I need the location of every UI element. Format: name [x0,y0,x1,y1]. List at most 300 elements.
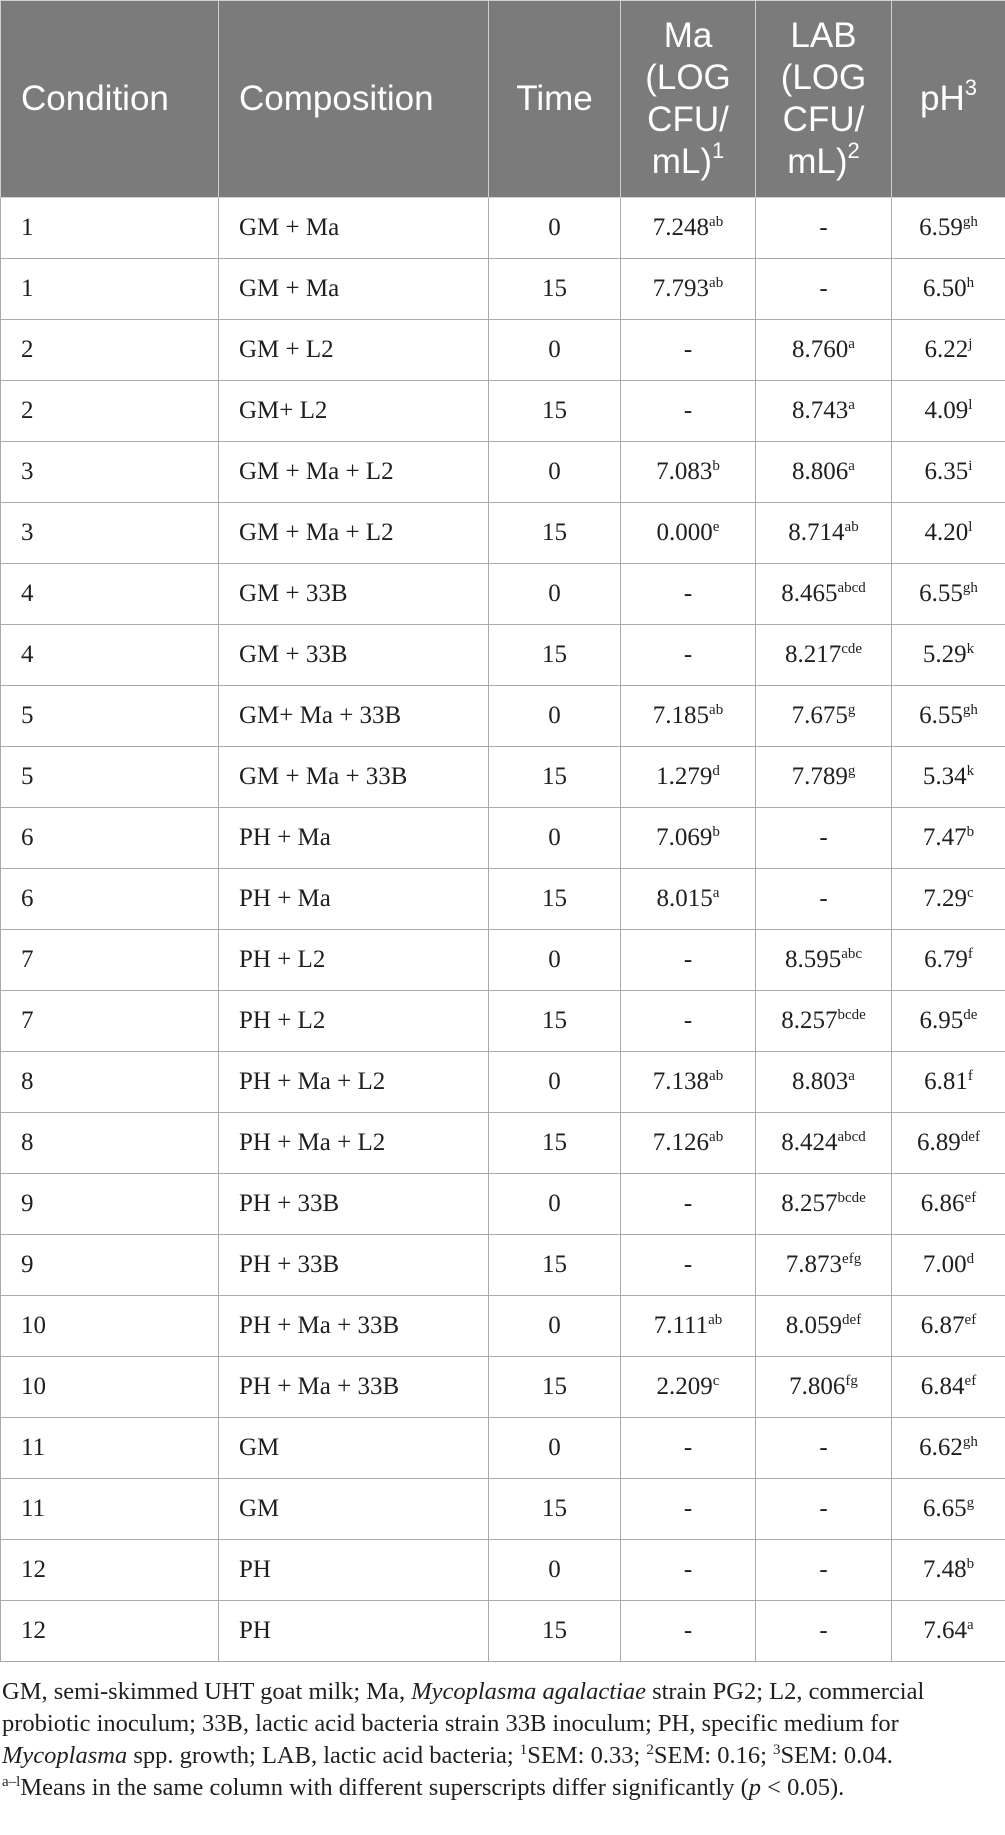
cell-composition [219,808,489,869]
cell-time [489,198,621,259]
cell-condition-value: 9 [21,1251,34,1278]
cell-ph-superscript: b [966,824,975,840]
cell-condition [1,259,219,320]
cell-ph-superscript: f [967,946,973,962]
cell-ph-superscript: j [968,336,973,352]
cell-lab [756,259,892,320]
cell-lab [756,686,892,747]
cell-ph [892,991,1005,1052]
cell-lab-superscript: g [847,702,856,718]
cell-ph [892,320,1005,381]
cell-ma-superscript: ab [709,1129,724,1145]
cell-ph-superscript: c [967,885,974,901]
cell-ma-value: 7.126 [652,1129,710,1156]
cell-composition [219,1357,489,1418]
cell-condition [1,1113,219,1174]
cell-lab [756,1540,892,1601]
cell-composition-value: PH [239,1556,271,1583]
cell-ph-superscript: gh [962,580,978,596]
cell-ph-value: 7.48 [922,1556,967,1583]
cell-time-value: 15 [542,1007,567,1034]
cell-composition-value: GM + Ma [239,275,340,302]
header-composition: Composition [219,1,489,198]
cell-condition-value: 6 [21,885,34,912]
cell-condition-value: 7 [21,1007,34,1034]
cell-time-value: 0 [548,1434,561,1461]
table-row [1,198,1005,259]
footnote-line1-rest: strain PG2; L2, commercial [652,1678,925,1705]
cell-composition-value: GM + Ma [239,214,340,241]
cell-condition [1,1540,219,1601]
cell-composition [219,503,489,564]
cell-condition [1,442,219,503]
cell-time-value: 15 [542,641,567,668]
cell-composition [219,1235,489,1296]
footnote-genus-name: Mycoplasma [2,1742,128,1769]
table-row [1,869,1005,930]
cell-lab-superscript: fg [845,1373,858,1389]
cell-time-value: 0 [548,580,561,607]
cell-ph-value: 7.64 [923,1617,968,1644]
cell-ma-value: 7.111 [653,1312,709,1339]
cell-time [489,1540,621,1601]
cell-ph [892,1540,1005,1601]
cell-ph [892,1052,1005,1113]
cell-lab [756,1235,892,1296]
footnote-p-threshold: < 0.05). [761,1774,845,1801]
header-ma-line3: CFU/ [647,100,729,139]
cell-lab [756,869,892,930]
header-lab-superscript: 2 [847,138,860,163]
cell-time-value: 15 [542,275,567,302]
cell-time-value: 0 [548,336,561,363]
cell-ph-superscript: h [966,275,975,291]
cell-time [489,1296,621,1357]
cell-ph-superscript: b [966,1556,975,1572]
cell-ph [892,503,1005,564]
cell-condition [1,991,219,1052]
cell-composition [219,1113,489,1174]
cell-condition-value: 2 [21,336,34,363]
cell-lab-value: 8.760 [792,336,849,363]
cell-ma-superscript: c [712,1373,720,1389]
cell-ma-value: - [683,1007,693,1034]
cell-ma [621,442,756,503]
cell-ph-superscript: def [960,1129,980,1145]
cell-lab-value: - [819,275,828,302]
cell-composition-value: PH + Ma [239,885,331,912]
cell-lab-superscript: efg [842,1251,862,1267]
cell-time [489,442,621,503]
cell-lab [756,1296,892,1357]
cell-condition [1,869,219,930]
cell-ma-value: - [683,1617,693,1644]
cell-composition [219,1052,489,1113]
header-ph-superscript: 3 [964,75,977,100]
cell-ph-superscript: i [968,458,973,474]
cell-ph-value: 6.81 [924,1068,968,1095]
cell-time-value: 15 [542,397,567,424]
cell-time-value: 0 [548,702,561,729]
cell-ma [621,1601,756,1662]
cell-time-value: 15 [542,885,567,912]
header-ma-line2: (LOG [645,58,731,97]
cell-condition [1,686,219,747]
cell-lab [756,1418,892,1479]
cell-ma-superscript: b [712,458,720,474]
cell-lab [756,747,892,808]
cell-ph-superscript: a [967,1617,974,1633]
cell-ma-value: - [683,1190,693,1217]
cell-ma-superscript: a [712,885,720,901]
table-row [1,747,1005,808]
cell-lab-value: 8.217 [784,641,842,668]
cell-ph [892,686,1005,747]
cell-lab [756,1479,892,1540]
table-body [1,198,1005,1662]
cell-composition-value: GM [239,1495,280,1522]
cell-ph-superscript: ef [964,1373,977,1389]
cell-condition-value: 11 [21,1434,46,1461]
cell-ph-value: 6.55 [919,580,963,607]
cell-ma-value: 7.185 [652,702,710,729]
cell-condition-value: 7 [21,946,34,973]
cell-ph [892,1418,1005,1479]
cell-composition-value: GM + Ma + L2 [239,519,394,546]
table-row [1,1357,1005,1418]
cell-condition [1,625,219,686]
cell-ma [621,1052,756,1113]
cell-ma-value: - [683,1495,693,1522]
cell-lab [756,1113,892,1174]
cell-condition-value: 3 [21,458,34,485]
cell-ph [892,1357,1005,1418]
cell-composition [219,869,489,930]
footnote-line2: probiotic inoculum; 33B, lactic acid bacteria strain 33B inoculum; PH, specific medium for [2,1710,899,1737]
cell-lab-superscript: bcde [837,1190,866,1206]
cell-time-value: 15 [542,519,567,546]
cell-condition-value: 11 [21,1495,46,1522]
cell-time [489,1601,621,1662]
table-row [1,930,1005,991]
cell-lab-value: 7.675 [791,702,848,729]
cell-condition [1,1357,219,1418]
cell-ph-superscript: d [966,1251,975,1267]
cell-ph-value: 7.29 [923,885,968,912]
cell-ma-value: - [683,1251,693,1278]
cell-condition [1,930,219,991]
cell-ph-superscript: gh [962,1434,978,1450]
footnote-line1: GM, semi-skimmed UHT goat milk; Ma, [2,1678,406,1705]
cell-ma [621,869,756,930]
cell-time-value: 15 [542,763,567,790]
cell-lab-superscript: ab [844,519,859,535]
header-lab-line4: mL) [787,142,848,181]
cell-ph-superscript: ef [964,1190,977,1206]
cell-lab [756,1052,892,1113]
cell-ma [621,320,756,381]
cell-ma [621,808,756,869]
cell-ph-value: 6.95 [919,1007,964,1034]
table-row [1,1540,1005,1601]
cell-ma [621,991,756,1052]
cell-ma-value: - [683,336,693,363]
header-ph [892,1,1005,198]
cell-time-value: 0 [548,214,561,241]
cell-time-value: 0 [548,1190,561,1217]
footnote-species-name: Mycoplasma agalactiae [411,1678,646,1705]
cell-composition-value: GM+ L2 [239,397,328,424]
cell-time-value: 0 [548,1556,561,1583]
cell-ma-value: 8.015 [656,885,713,912]
cell-time [489,1357,621,1418]
cell-condition-value: 5 [21,702,34,729]
cell-ph-superscript: k [966,641,975,657]
cell-ph-value: 5.34 [922,763,967,790]
cell-ma-superscript: ab [708,1312,723,1328]
cell-lab-value: 8.424 [781,1129,838,1156]
cell-ma [621,381,756,442]
cell-ph-value: 6.55 [919,702,963,729]
cell-condition-value: 4 [21,580,34,607]
cell-condition [1,1052,219,1113]
cell-ma-value: 2.209 [656,1373,713,1400]
cell-ph-value: 6.87 [920,1312,965,1339]
cell-lab-value: 7.873 [785,1251,843,1278]
cell-ma [621,1479,756,1540]
cell-ma-value: 1.279 [656,763,713,790]
cell-time [489,869,621,930]
table-row [1,564,1005,625]
cell-lab [756,808,892,869]
cell-condition [1,1479,219,1540]
cell-ph [892,1479,1005,1540]
cell-composition-value: GM + L2 [239,336,334,363]
cell-time [489,747,621,808]
cell-ma [621,747,756,808]
cell-condition-value: 10 [21,1312,46,1339]
cell-lab-value: - [819,885,828,912]
table-row [1,1479,1005,1540]
cell-time [489,320,621,381]
cell-composition-value: PH + L2 [239,946,326,973]
table-row [1,503,1005,564]
cell-ph [892,259,1005,320]
cell-time [489,1479,621,1540]
header-lab-line1: LAB [790,16,857,55]
cell-lab-superscript: g [847,763,856,779]
cell-time-value: 0 [548,946,561,973]
cell-lab [756,198,892,259]
cell-time-value: 0 [548,1068,561,1095]
cell-composition [219,1479,489,1540]
cell-condition [1,1174,219,1235]
cell-time [489,1418,621,1479]
cell-lab [756,1601,892,1662]
cell-composition [219,1418,489,1479]
header-ma-line1: Ma [663,16,713,55]
footnote-line3: spp. growth; LAB, lactic acid bacteria; [133,1742,514,1769]
cell-ph-value: 6.35 [924,458,969,485]
cell-condition-value: 3 [21,519,34,546]
cell-composition [219,442,489,503]
cell-ma [621,1540,756,1601]
cell-time-value: 15 [542,1495,567,1522]
cell-ph-superscript: ef [964,1312,977,1328]
header-lab-line3: CFU/ [782,100,865,139]
cell-ph-superscript: g [966,1495,975,1511]
cell-composition [219,1540,489,1601]
cell-condition-value: 1 [21,275,34,302]
footnote-superscript-range: a–l [2,1774,21,1790]
cell-condition [1,1296,219,1357]
cell-ph-superscript: l [968,397,973,413]
cell-time-value: 15 [542,1251,567,1278]
cell-composition-value: PH + Ma + 33B [239,1312,400,1339]
cell-composition-value: GM [239,1434,280,1461]
cell-composition-value: PH + 33B [239,1190,340,1217]
table-row [1,686,1005,747]
cell-ma-value: 7.248 [652,214,710,241]
cell-ma [621,625,756,686]
cell-ma [621,1174,756,1235]
cell-lab-value: - [819,1617,828,1644]
cell-lab-value: 7.806 [789,1373,846,1400]
cell-ph-value: 7.47 [922,824,967,851]
cell-lab-superscript: a [848,397,855,413]
cell-lab-superscript: a [848,1068,855,1084]
cell-ph [892,442,1005,503]
cell-composition-value: PH + Ma + 33B [239,1373,400,1400]
cell-condition-value: 4 [21,641,34,668]
cell-ma-value: - [683,580,693,607]
cell-ma-value: 7.138 [652,1068,710,1095]
cell-lab [756,991,892,1052]
cell-lab [756,625,892,686]
footnote-means-note: Means in the same column with different superscripts differ significantly ( [20,1774,749,1801]
header-lab [756,1,892,198]
cell-ma [621,1357,756,1418]
cell-ph-superscript: l [968,519,973,535]
cell-condition [1,808,219,869]
cell-ph-value: 6.50 [922,275,967,302]
cell-ph-value: 6.65 [922,1495,967,1522]
cell-time-value: 0 [548,1312,561,1339]
cell-ma [621,198,756,259]
cell-composition-value: GM + 33B [239,580,348,607]
cell-composition [219,381,489,442]
cell-ma [621,564,756,625]
cell-lab [756,442,892,503]
cell-condition-value: 10 [21,1373,46,1400]
cell-condition [1,381,219,442]
cell-condition [1,564,219,625]
cell-time [489,991,621,1052]
cell-time [489,259,621,320]
cell-composition [219,930,489,991]
cell-time [489,1235,621,1296]
cell-time-value: 0 [548,824,561,851]
cell-lab-superscript: bcde [837,1007,866,1023]
cell-ph [892,625,1005,686]
cell-time [489,1052,621,1113]
cell-composition-value: PH + L2 [239,1007,326,1034]
header-ma-superscript: 1 [712,138,725,163]
cell-ma-value: - [683,397,693,424]
cell-ph [892,1113,1005,1174]
cell-ma-superscript: d [712,763,720,779]
cell-condition [1,1235,219,1296]
cell-lab-value: - [819,824,828,851]
cell-condition-value: 12 [21,1556,46,1583]
cell-composition [219,1296,489,1357]
cell-time [489,1113,621,1174]
table-footnote [0,1662,1005,1804]
cell-ma-superscript: ab [709,1068,724,1084]
cell-composition-value: PH + Ma + L2 [239,1068,386,1095]
cell-lab-value: 8.714 [788,519,845,546]
cell-ph-superscript: f [967,1068,973,1084]
cell-time-value: 0 [548,458,561,485]
cell-lab-value: 8.465 [781,580,838,607]
cell-condition-value: 2 [21,397,34,424]
cell-ma [621,1418,756,1479]
cell-lab-superscript: a [848,336,855,352]
cell-lab-value: 8.595 [784,946,842,973]
table-row [1,1296,1005,1357]
table-row [1,381,1005,442]
cell-time [489,625,621,686]
cell-ma [621,930,756,991]
cell-ma-value: 0.000 [656,519,713,546]
cell-composition [219,747,489,808]
cell-time [489,686,621,747]
header-lab-line2: (LOG [780,58,867,97]
cell-condition-value: 8 [21,1129,34,1156]
footnote-sem2: SEM: 0.16; [653,1742,767,1769]
cell-lab-value: 8.743 [792,397,849,424]
table-row [1,1052,1005,1113]
cell-ph-superscript: k [966,763,975,779]
cell-ma-superscript: b [712,824,720,840]
table-row [1,1174,1005,1235]
cell-lab-superscript: a [848,458,855,474]
cell-condition-value: 1 [21,214,34,241]
footnote-p-symbol: p [748,1774,762,1801]
cell-ma-value: - [683,1556,693,1583]
cell-lab-superscript: abc [841,946,863,962]
cell-composition-value: GM+ Ma + 33B [239,702,402,729]
cell-ma [621,1235,756,1296]
cell-composition-value: GM + 33B [239,641,348,668]
cell-ma-superscript: ab [709,702,724,718]
cell-time [489,930,621,991]
header-ph-text: pH [920,79,965,118]
cell-ph-value: 6.79 [924,946,968,973]
cell-time-value: 15 [542,1617,567,1644]
cell-condition [1,503,219,564]
cell-lab-value: 8.257 [781,1007,838,1034]
cell-composition-value: GM + Ma + 33B [239,763,408,790]
cell-ph-superscript: gh [962,702,978,718]
cell-ph-value: 6.62 [919,1434,963,1461]
cell-ph [892,564,1005,625]
cell-ma-value: - [683,1434,693,1461]
cell-ma [621,1113,756,1174]
cell-ph-value: 4.20 [924,519,969,546]
cell-ph [892,1235,1005,1296]
cell-lab-value: - [819,1434,828,1461]
